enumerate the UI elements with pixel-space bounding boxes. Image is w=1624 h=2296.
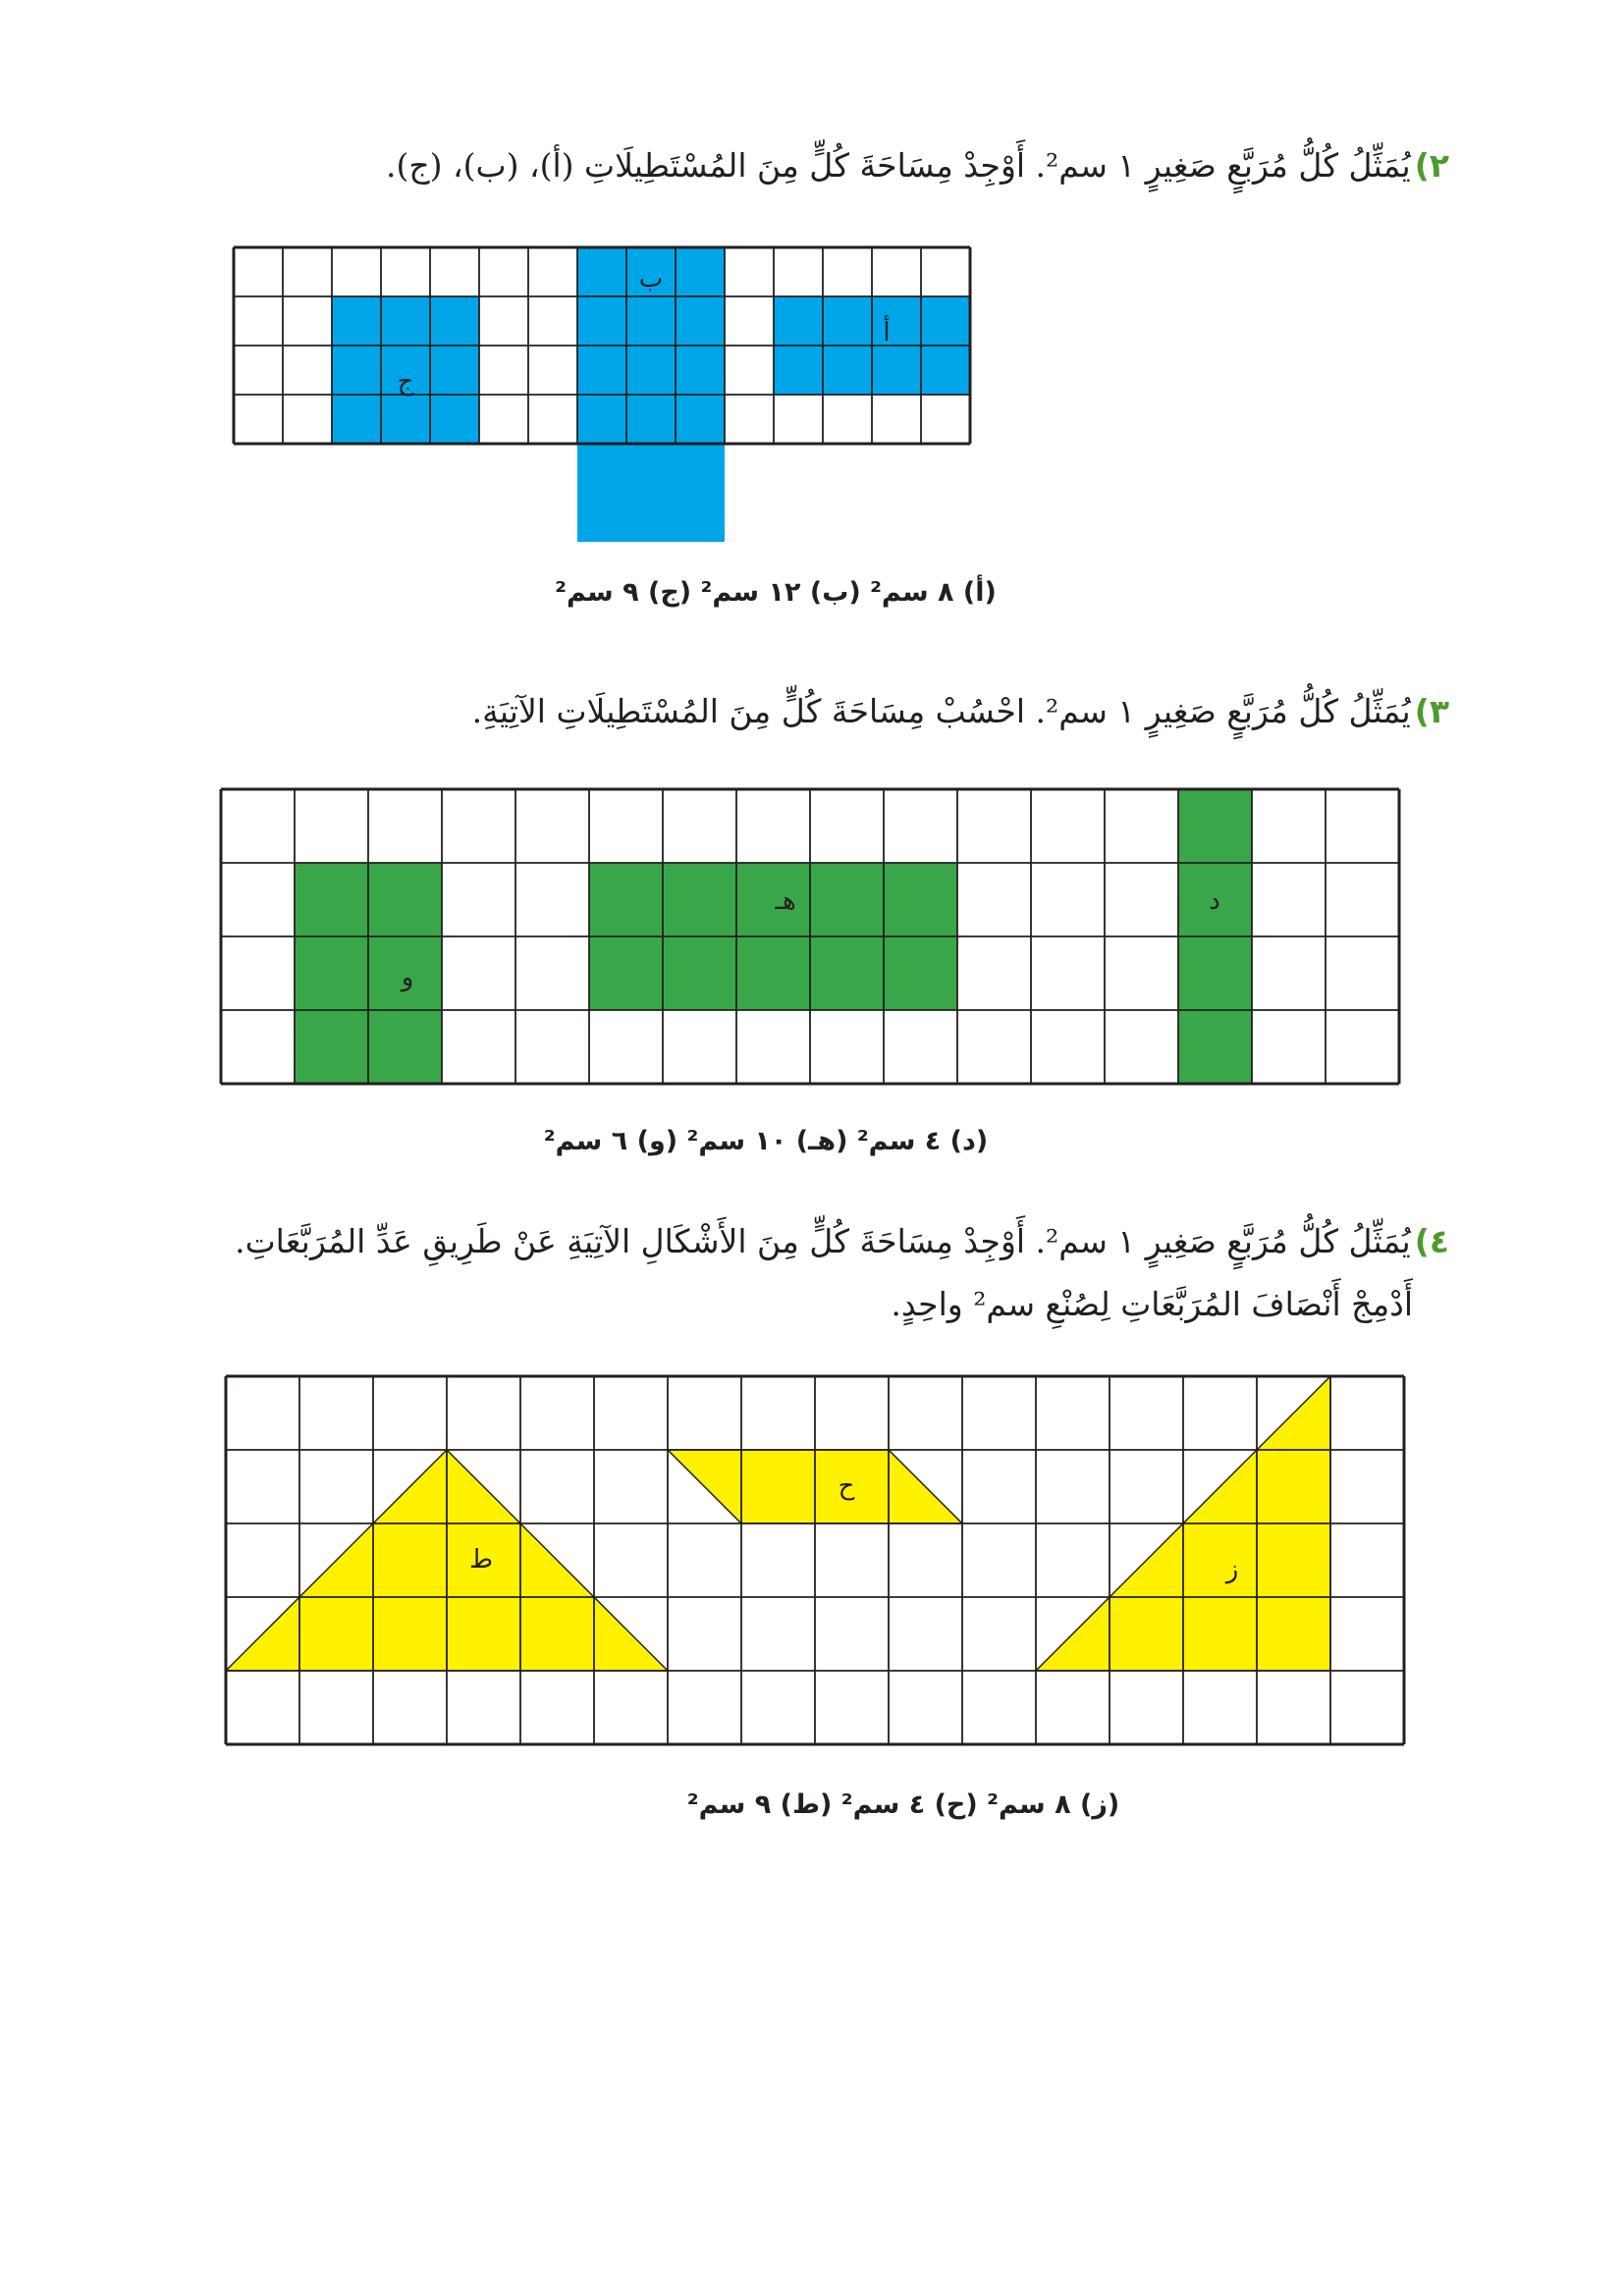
question-4-line-2 xyxy=(529,1276,1413,1333)
question-4-text-line-2: أَدْمِجْ أَنْصَافَ المُرَبَّعَاتِ لِصُنْعِ سم² واحِدٍ. xyxy=(891,1285,1413,1323)
answer-q3: (د) ٤ سم² (هـ) ١٠ سم² (و) ٦ سم² xyxy=(543,1126,989,1156)
grid-q2 xyxy=(234,247,970,542)
question-3 xyxy=(173,683,1449,740)
question-4-text-line-1: يُمَثِّلُ كُلُّ مُرَبَّعٍ صَغِيرٍ ١ سم². أَوْجِدْ مِسَاحَةَ كُلٍّ مِنَ الأَشْكَالِ الآتِيَةِ عَنْ طَرِيقِ عَدِّ المُرَبَّعَاتِ. xyxy=(235,1222,1411,1260)
label-z: ز xyxy=(1225,1555,1239,1584)
grid-q4 xyxy=(226,1376,1404,1744)
question-2-number: ٢) xyxy=(1414,146,1449,185)
grid-q3 xyxy=(221,789,1399,1084)
label-d: د xyxy=(1209,886,1220,916)
question-3-text: يُمَثِّلُ كُلُّ مُرَبَّعٍ صَغِيرٍ ١ سم². احْسُبْ مِسَاحَةَ كُلٍّ مِنَ المُسْتَطِيلَاتِ الآتِيَةِ. xyxy=(471,692,1411,730)
question-3-number: ٣) xyxy=(1414,692,1449,730)
answer-q4: (ز) ٨ سم² (ح) ٤ سم² (ط) ٩ سم² xyxy=(686,1789,1120,1820)
rect-b-cont xyxy=(577,444,725,542)
label-t: ط xyxy=(468,1545,494,1575)
label-ha: ح xyxy=(838,1471,855,1501)
question-4-number: ٤) xyxy=(1414,1222,1449,1260)
label-b: ب xyxy=(638,264,664,294)
question-2 xyxy=(173,137,1449,194)
question-2-text: يُمَثِّلُ كُلُّ مُرَبَّعٍ صَغِيرٍ ١ سم². أَوْجِدْ مِسَاحَةَ كُلٍّ مِنَ المُسْتَطِيلَاتِ (أ)، (ب)، (ج). xyxy=(385,146,1411,185)
label-h: هـ xyxy=(775,886,796,916)
question-4-line-1 xyxy=(143,1213,1449,1270)
answer-q2: (أ) ٨ سم² (ب) ١٢ سم² (ج) ٩ سم² xyxy=(555,577,997,608)
label-c: ج xyxy=(397,367,414,397)
label-w: و xyxy=(401,963,414,992)
label-a: أ xyxy=(883,318,891,347)
